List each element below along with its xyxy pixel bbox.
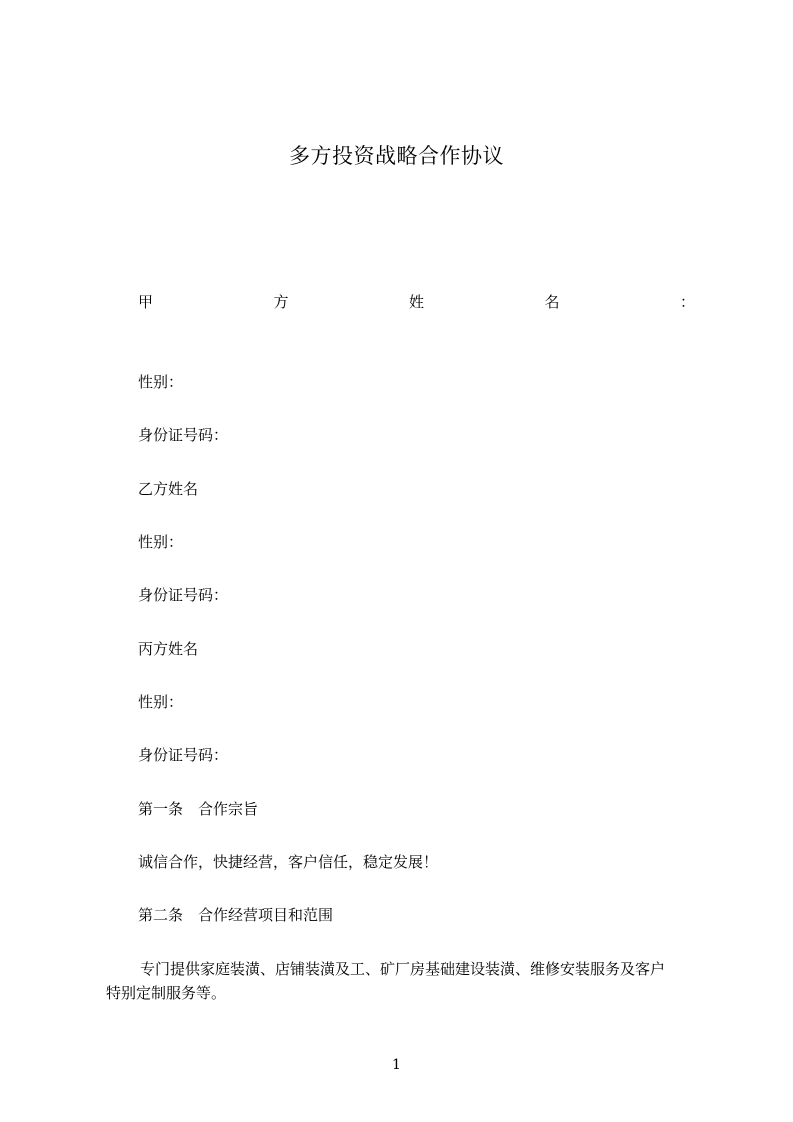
article-1-body: 诚信合作，快捷经营，客户信任，稳定发展！ bbox=[138, 853, 439, 871]
article-2-body-text: 专门提供家庭装潢、店铺装潢及工、矿厂房基础建设装潢、维修安装服务及客户 bbox=[140, 960, 666, 978]
article-1-heading bbox=[138, 797, 258, 821]
article-1-title: 合作宗旨 bbox=[198, 800, 259, 818]
party-a-name-char: 名 bbox=[544, 293, 560, 311]
party-a-gender-field: 性别： bbox=[138, 373, 184, 391]
party-c-id-number-field: 身份证号码： bbox=[138, 746, 229, 764]
article-2-title: 合作经营项目和范围 bbox=[198, 906, 334, 924]
party-a-name-line bbox=[138, 290, 695, 314]
article-2-heading bbox=[138, 903, 333, 927]
document-title: 多方投资战略合作协议 bbox=[289, 144, 504, 168]
party-b-id-number-field: 身份证号码： bbox=[138, 586, 229, 604]
article-2-body-line bbox=[106, 957, 706, 981]
party-c-name-field: 丙方姓名 bbox=[138, 640, 199, 658]
page-number: 1 bbox=[392, 1057, 401, 1073]
article-2-body-line: 特别定制服务等。 bbox=[106, 984, 227, 1002]
party-c-gender-field: 性别： bbox=[138, 693, 184, 711]
party-a-name-char: ： bbox=[679, 293, 695, 311]
article-1-label: 第一条 bbox=[138, 800, 184, 818]
article-2-label: 第二条 bbox=[138, 906, 184, 924]
party-a-name-char: 姓 bbox=[408, 293, 424, 311]
article-2-body bbox=[106, 957, 706, 1005]
party-a-name-char: 甲 bbox=[138, 293, 154, 311]
party-a-name-char: 方 bbox=[273, 293, 289, 311]
party-a-id-number-field: 身份证号码： bbox=[138, 426, 229, 444]
party-b-name-field: 乙方姓名 bbox=[138, 480, 199, 498]
party-b-gender-field: 性别： bbox=[138, 533, 184, 551]
